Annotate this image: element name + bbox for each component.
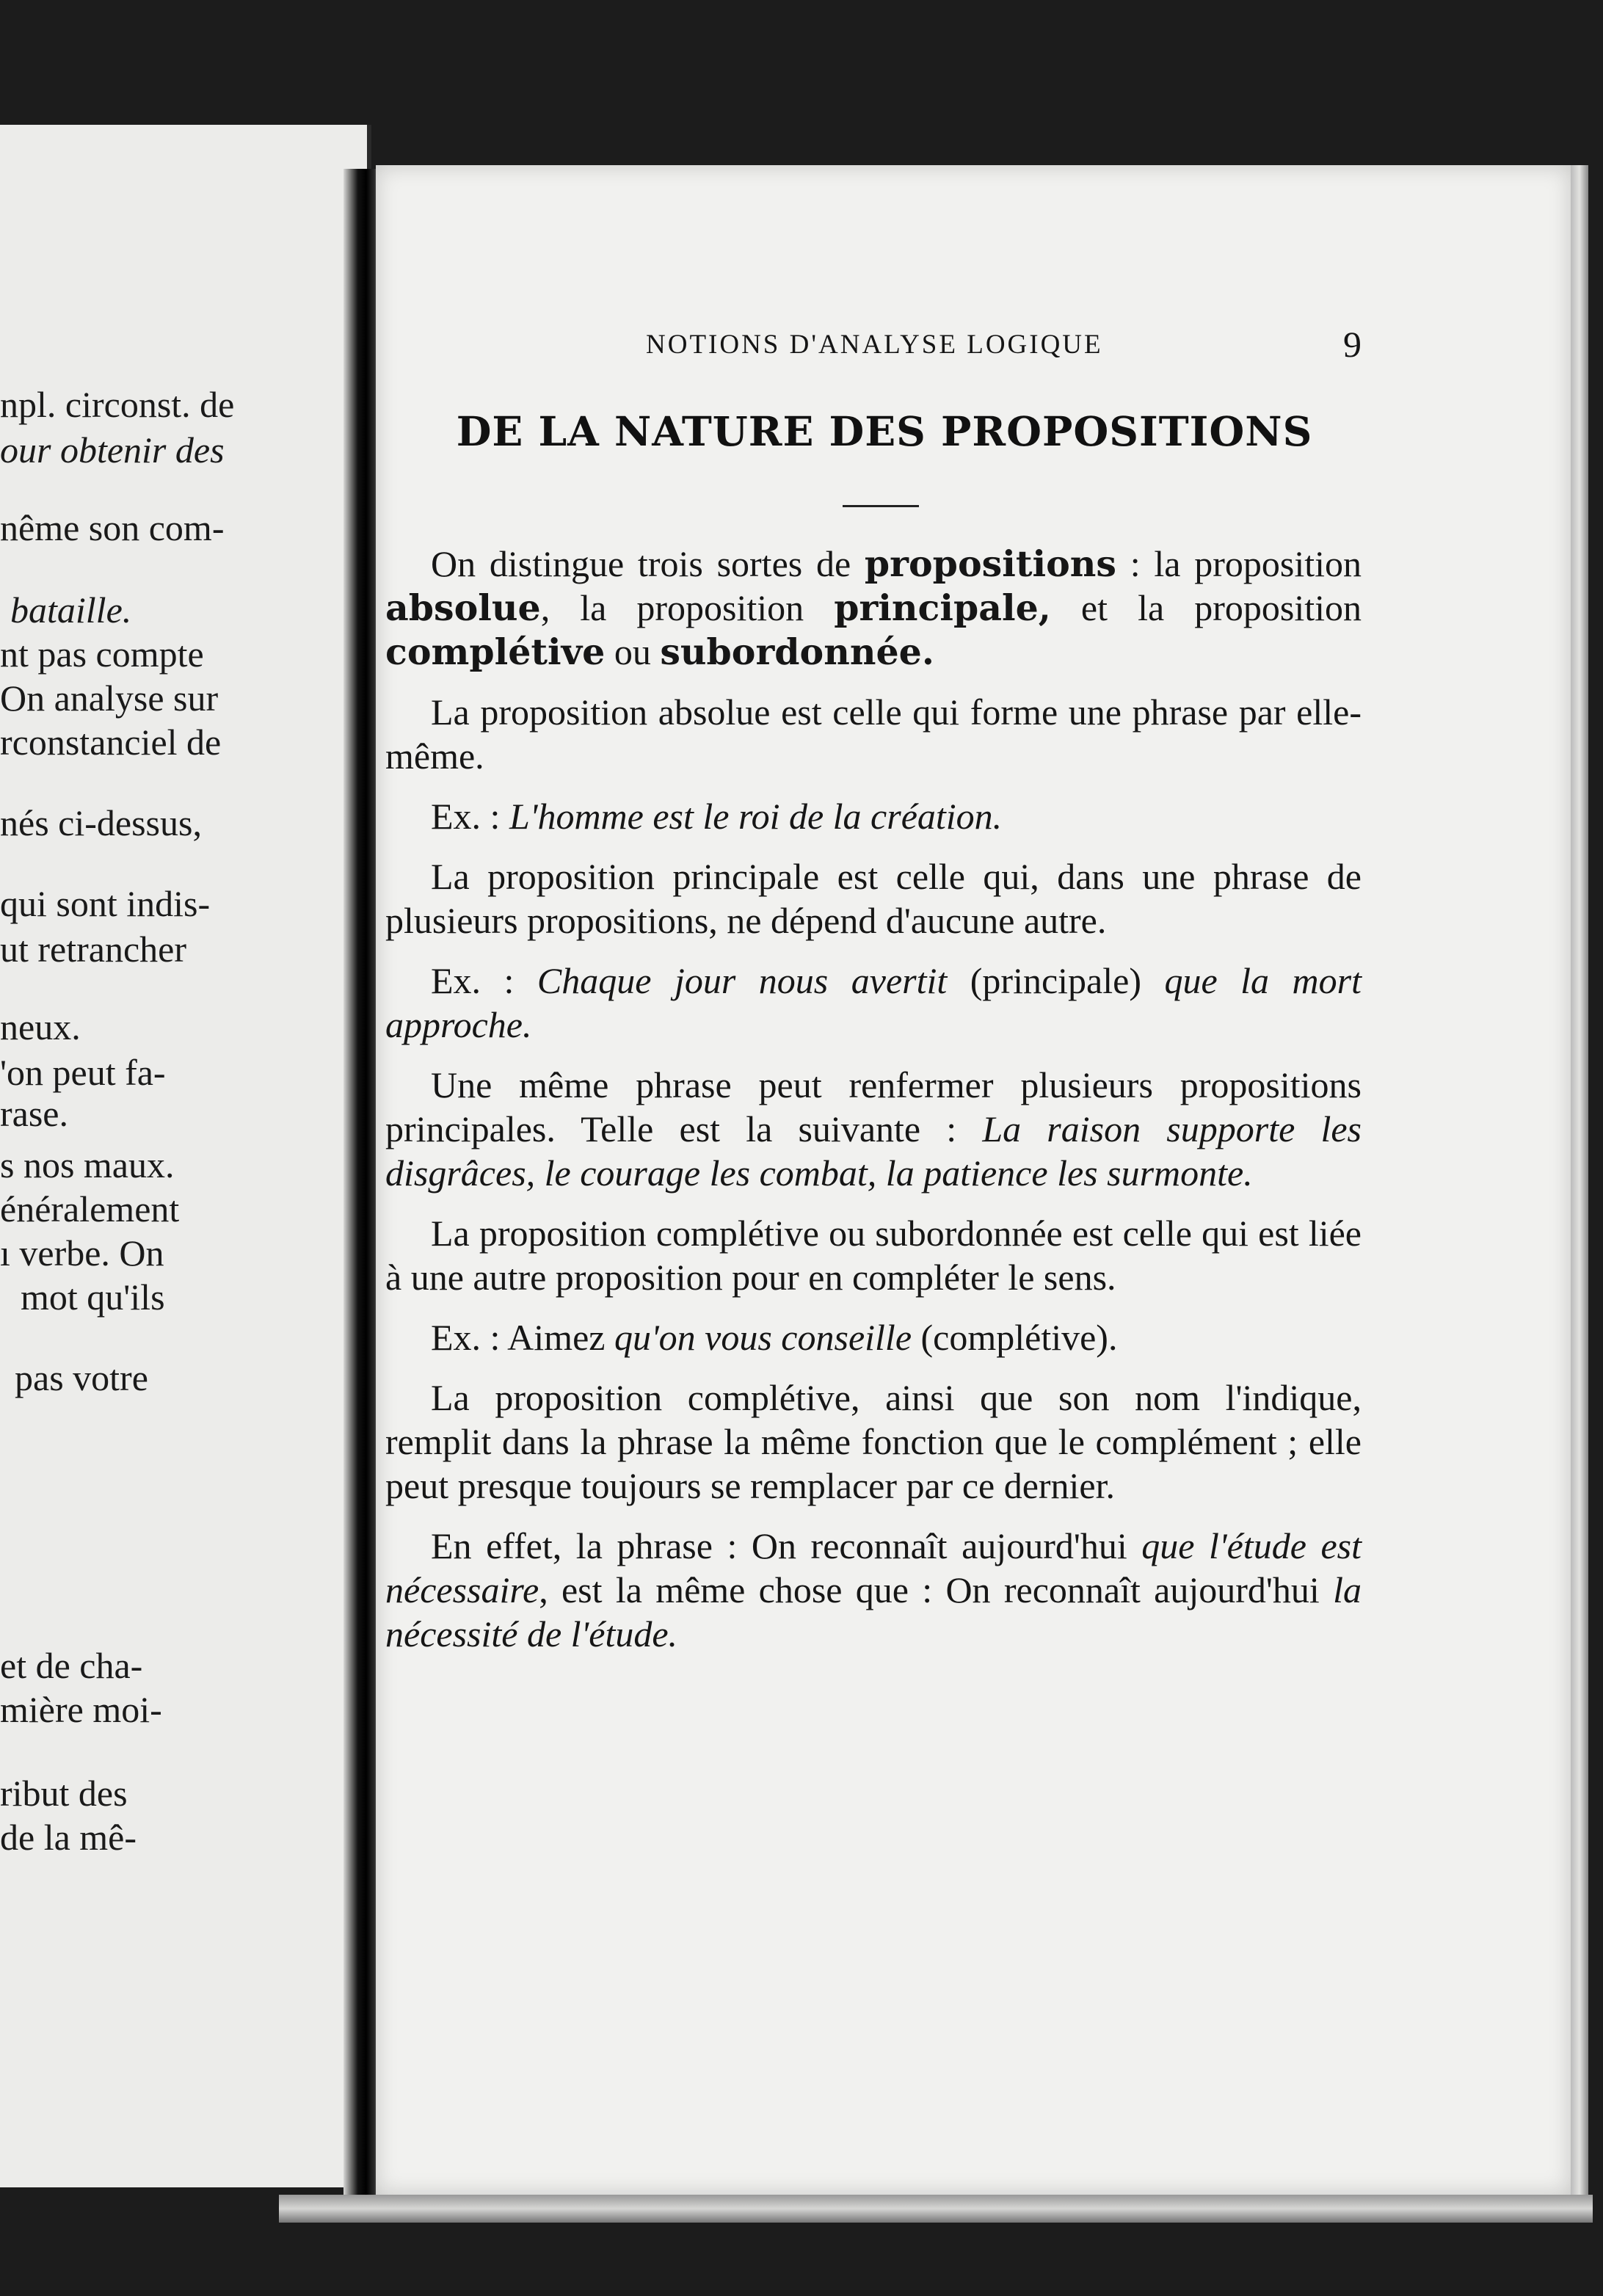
left-line: nés ci-dessus,	[0, 802, 202, 843]
paragraph: La proposition absolue est celle qui forme une phrase par elle-même.	[385, 691, 1362, 777]
left-line: our obtenir des	[0, 429, 225, 471]
example: Ex. : Aimez qu'on vous conseille (complétive).	[431, 1317, 1118, 1358]
left-line: mot qu'ils	[21, 1276, 165, 1318]
page-bottom-edge	[279, 2195, 1593, 2223]
left-line: nême son com-	[0, 507, 225, 548]
left-page	[0, 125, 371, 2187]
running-head: NOTIONS D'ANALYSE LOGIQUE	[646, 330, 1103, 360]
title-rule	[843, 505, 919, 507]
paragraph: La proposition complétive, ainsi que son nom l'indique, remplit dans la phrase la même fonction que le complément ; elle peut presque toujours se remplacer par ce dernier.	[385, 1377, 1362, 1506]
left-line: rconstanciel de	[0, 722, 222, 763]
left-line: pas votre	[15, 1357, 148, 1398]
left-line: On analyse sur	[0, 677, 219, 719]
left-line: ribut des	[0, 1773, 128, 1814]
paragraph: Une même phrase peut renfermer plusieurs propositions principales. Telle est la suivante : La raison supporte les disgrâces, le courage les combat, la patience les surmonte.	[385, 1064, 1362, 1194]
paragraph: En effet, la phrase : On reconnaît aujourd'hui que l'étude est nécessaire, est la même chose que : On reconnaît aujourd'hui la nécessité de l'étude.	[385, 1525, 1362, 1654]
page-edge	[1571, 165, 1588, 2220]
left-line: de la mê-	[0, 1817, 137, 1858]
paragraph: On distingue trois sortes de propositions : la proposition absolue, la proposition principale, et la proposition complétive ou subordonnée.	[385, 542, 1362, 673]
left-line: npl. circonst. de	[0, 384, 235, 425]
body-text	[385, 542, 1362, 1672]
left-line: s nos maux.	[0, 1144, 175, 1185]
left-line: mière moi-	[0, 1689, 162, 1730]
left-line: ı verbe. On	[0, 1232, 164, 1274]
paragraph: La proposition principale est celle qui, dans une phrase de plusieurs propositions, ne dépend d'aucune autre.	[385, 856, 1362, 941]
paragraph: La proposition complétive ou subordonnée est celle qui est liée à une autre proposition pour en compléter le sens.	[385, 1213, 1362, 1298]
section-title: DE LA NATURE DES PROPOSITIONS	[456, 407, 1313, 455]
page-number: 9	[1343, 324, 1362, 365]
left-line: neux.	[0, 1006, 81, 1047]
left-line: 'on peut fa-	[0, 1052, 166, 1093]
example: Ex. : L'homme est le roi de la création.	[431, 796, 1003, 837]
example: Ex. : Chaque jour nous avertit (principale) que la mort approche.	[385, 960, 1362, 1045]
left-line: nt pas compte	[0, 633, 204, 675]
left-line: ut retrancher	[0, 929, 187, 970]
left-line: qui sont indis-	[0, 883, 211, 924]
left-line: bataille.	[10, 589, 132, 631]
left-line: énéralement	[0, 1188, 180, 1229]
left-line: rase.	[0, 1093, 68, 1134]
left-line: et de cha-	[0, 1645, 143, 1686]
